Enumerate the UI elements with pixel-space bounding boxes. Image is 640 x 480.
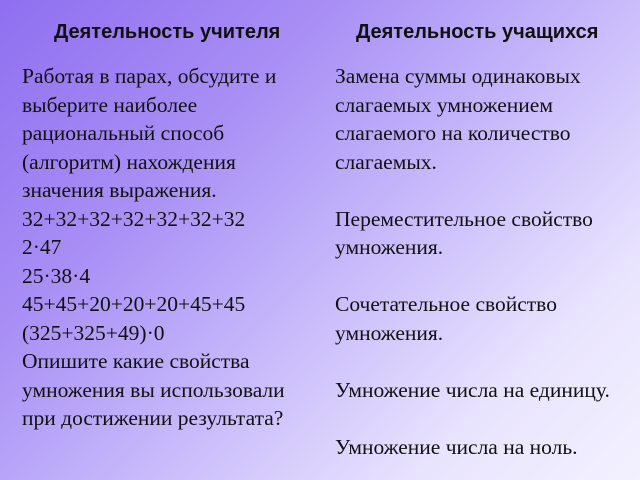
teacher-text-line: умножения вы использовали <box>22 377 285 402</box>
student-text-line: Сочетательное свойство <box>335 292 557 316</box>
spacer <box>335 176 635 205</box>
student-text-line: Замена суммы одинаковых <box>335 64 581 88</box>
teacher-text-line: Работая в парах, обсудите и <box>22 64 277 88</box>
teacher-text-line: значения выражения. <box>22 178 217 202</box>
student-text-line: умножения. <box>335 320 444 345</box>
student-activity-header: Деятельность учащихся <box>356 21 599 43</box>
teacher-text-line: Опишите какие свойства <box>22 349 250 373</box>
student-text-line: Переместительное свойство <box>335 206 593 231</box>
teacher-text-line: (алгоритм) нахождения <box>22 149 236 174</box>
teacher-activity-column <box>22 62 332 433</box>
expression-line: 25·38·4 <box>22 263 91 288</box>
teacher-activity-header: Деятельность учителя <box>54 21 281 43</box>
spacer <box>335 347 635 376</box>
student-text-line: слагаемого на количество <box>335 121 571 145</box>
teacher-text-line: при достижении результата? <box>22 406 284 430</box>
student-text-line: слагаемых умножением <box>335 92 553 117</box>
student-text-line: слагаемых. <box>335 149 437 174</box>
expression-line: 32+32+32+32+32+32+32 <box>22 206 246 231</box>
spacer <box>335 404 635 433</box>
expression-line: (325+325+49)·0 <box>22 320 165 345</box>
student-activity-column <box>335 62 635 461</box>
teacher-text-line: рациональный способ <box>22 121 225 145</box>
student-text-line: Умножение числа на ноль. <box>335 434 578 459</box>
student-text-line: умножения. <box>335 235 444 259</box>
expression-line: 2·47 <box>22 235 62 259</box>
teacher-text-line: выберите наиболее <box>22 92 198 117</box>
student-text-line: Умножение числа на единицу. <box>335 377 610 402</box>
expression-line: 45+45+20+20+20+45+45 <box>22 292 246 316</box>
spacer <box>335 262 635 291</box>
